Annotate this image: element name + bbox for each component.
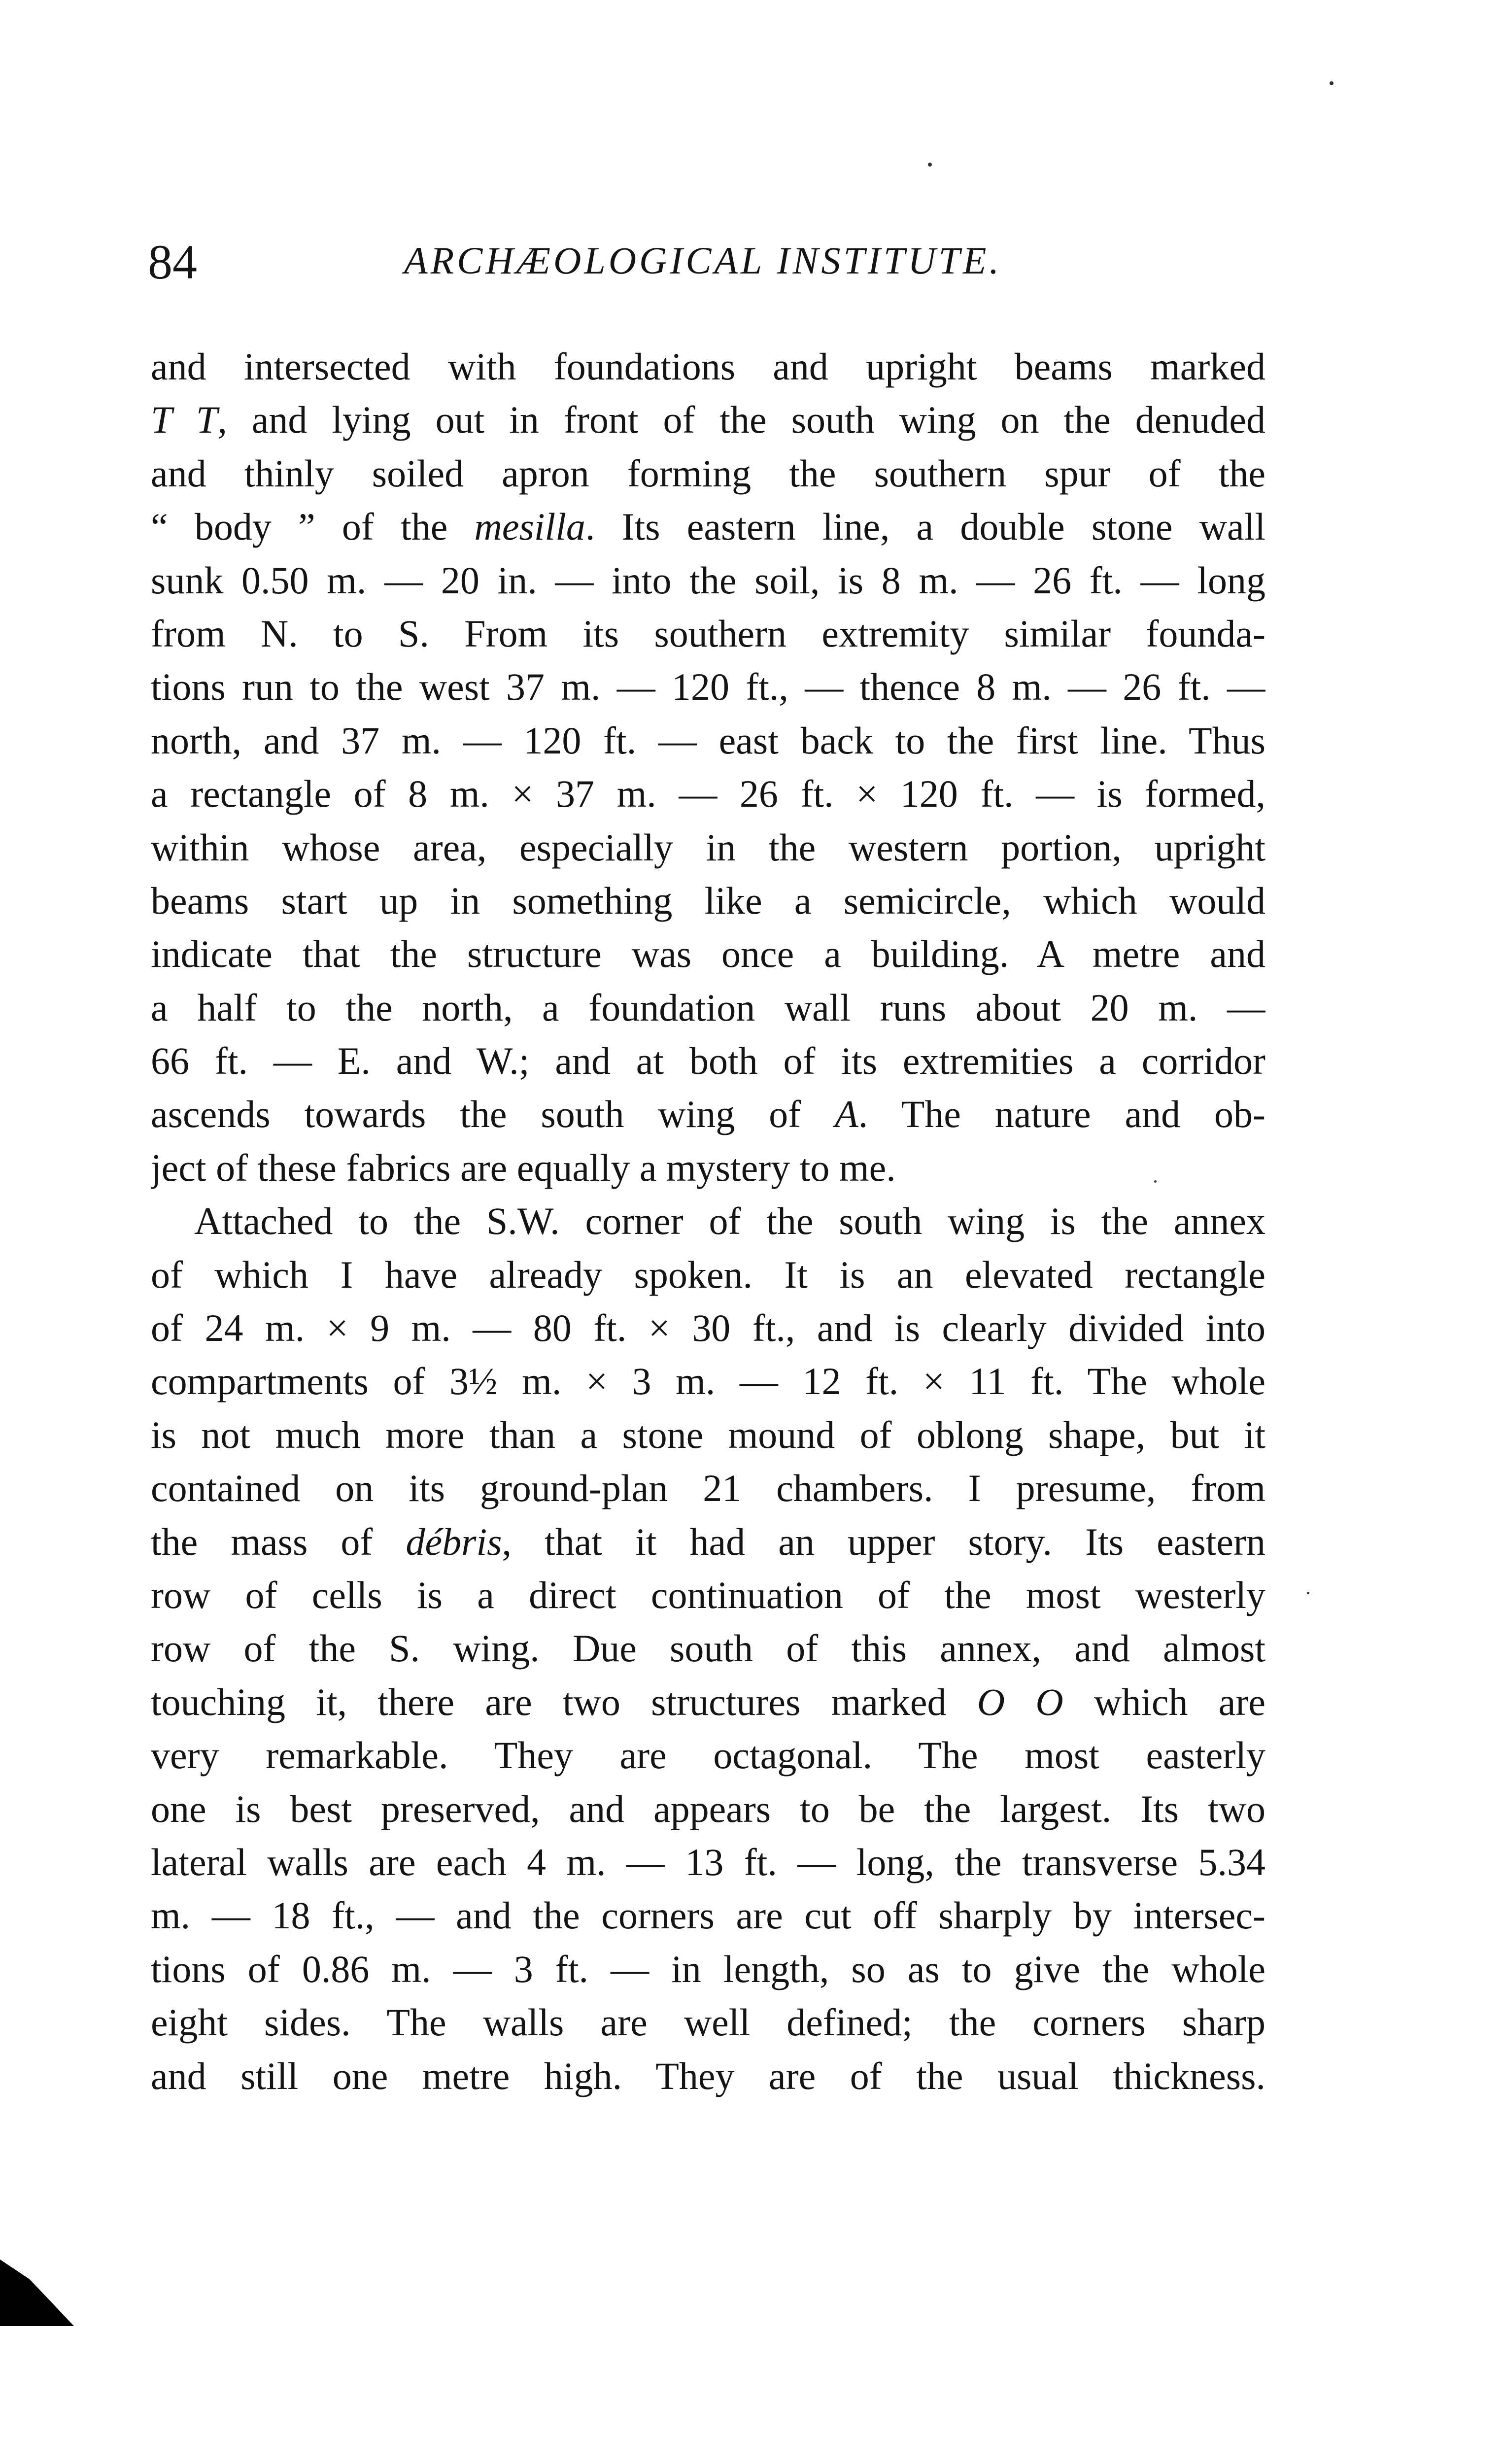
text-line: Attached to the S.W. corner of the south wing is the annex: [194, 1199, 1265, 1243]
text-line: and thinly soiled apron forming the southern spur of the: [151, 451, 1265, 495]
text-line: one is best preserved, and appears to be the largest. Its two: [151, 1787, 1265, 1830]
text-line: row of cells is a direct continuation of the most westerly: [151, 1573, 1265, 1616]
text-line: and intersected with foundations and upright beams marked: [151, 345, 1265, 388]
text-line: tions of 0.86 m. — 3 ft. — in length, so as to give the whole: [151, 1947, 1265, 1990]
text-line: is not much more than a stone mound of oblong shape, but it: [151, 1413, 1265, 1456]
text-line: “ body ” of the mesilla. Its eastern line, a double stone wall: [151, 505, 1265, 548]
text-line: m. — 18 ft., — and the corners are cut off sharply by intersec-: [151, 1894, 1265, 1937]
scan-speck: [1307, 1592, 1309, 1594]
text-line: of 24 m. × 9 m. — 80 ft. × 30 ft., and is clearly divided into: [151, 1306, 1265, 1350]
paragraph-1: [151, 340, 1265, 1195]
scan-speck: [1154, 1180, 1157, 1183]
text-line: T T, and lying out in front of the south wing on the denuded: [151, 398, 1265, 442]
running-head: ARCHÆOLOGICAL INSTITUTE.: [404, 239, 1002, 282]
text-line: row of the S. wing. Due south of this annex, and almost: [151, 1627, 1265, 1670]
text-line: contained on its ground-plan 21 chambers. I presume, from: [151, 1467, 1265, 1510]
page-corner-mark: [0, 2259, 79, 2326]
text-line: eight sides. The walls are well defined; the corners sharp: [151, 2001, 1265, 2044]
text-line: from N. to S. From its southern extremity similar founda-: [151, 612, 1265, 655]
text-line: a half to the north, a foundation wall runs about 20 m. —: [151, 986, 1265, 1029]
text-line: and still one metre high. They are of the usual thickness.: [151, 2054, 1265, 2097]
text-line: within whose area, especially in the western portion, upright: [151, 825, 1265, 869]
text-line: ascends towards the south wing of A. The nature and ob-: [151, 1093, 1265, 1136]
text-line: tions run to the west 37 m. — 120 ft., — thence 8 m. — 26 ft. —: [151, 665, 1265, 709]
text-line: ject of these fabrics are equally a mystery to me.: [151, 1146, 896, 1189]
text-line: indicate that the structure was once a building. A metre and: [151, 932, 1265, 976]
text-line: lateral walls are each 4 m. — 13 ft. — long, the transverse 5.34: [151, 1840, 1265, 1883]
text-line: of which I have already spoken. It is an elevated rectangle: [151, 1253, 1265, 1296]
text-line: compartments of 3½ m. × 3 m. — 12 ft. × 11 ft. The whole: [151, 1360, 1265, 1403]
text-line: a rectangle of 8 m. × 37 m. — 26 ft. × 120 ft. — is formed,: [151, 772, 1265, 816]
paragraph-2: [151, 1195, 1265, 2103]
text-line: 66 ft. — E. and W.; and at both of its extremities a corridor: [151, 1039, 1265, 1083]
text-line: very remarkable. They are octagonal. The most easterly: [151, 1734, 1265, 1777]
body-text: [151, 340, 1265, 2103]
text-line: beams start up in something like a semicircle, which would: [151, 879, 1265, 922]
text-line: touching it, there are two structures marked O O which are: [151, 1680, 1265, 1723]
page-number: 84: [148, 235, 197, 289]
scan-speck: [1330, 81, 1333, 85]
text-line: north, and 37 m. — 120 ft. — east back to the first line. Thus: [151, 719, 1265, 762]
text-line: the mass of débris, that it had an upper story. Its eastern: [151, 1520, 1265, 1563]
text-line: sunk 0.50 m. — 20 in. — into the soil, is 8 m. — 26 ft. — long: [151, 558, 1265, 602]
scan-speck: [928, 163, 932, 167]
